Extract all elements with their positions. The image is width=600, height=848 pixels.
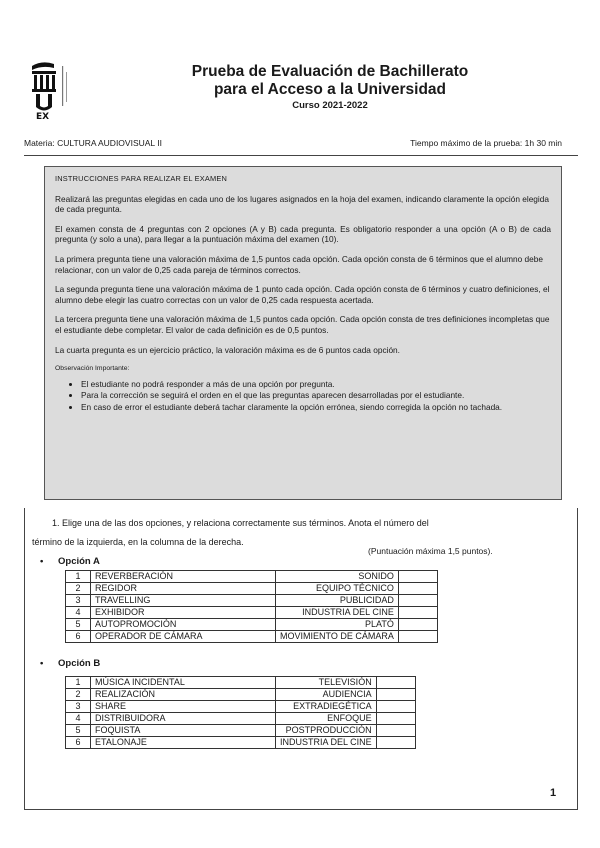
answer-cell[interactable] xyxy=(376,737,415,749)
row-number: 4 xyxy=(66,713,91,725)
answer-cell[interactable] xyxy=(398,607,437,619)
answer-cell[interactable] xyxy=(376,677,415,689)
observation-item: • El estudiante no podrá responder a más de una opción por pregunta. xyxy=(81,379,551,390)
table-row xyxy=(66,583,438,595)
right-term: EQUIPO TÉCNICO xyxy=(276,583,399,595)
left-term: OPERADOR DE CÁMARA xyxy=(91,631,276,643)
row-number: 1 xyxy=(66,677,91,689)
table-row xyxy=(66,571,438,583)
row-number: 3 xyxy=(66,595,91,607)
option-a-table xyxy=(65,570,438,643)
instruction-p5: La tercera pregunta tiene una valoración máxima de 1,5 puntos cada opción. Cada opción consta de tres definiciones incompletas que el estudiante debe completar. El valor de cada definición es de 0,5 puntos. xyxy=(55,314,550,335)
left-term: ETALONAJE xyxy=(91,737,276,749)
table-row xyxy=(66,701,416,713)
instructions-heading: INSTRUCCIONES PARA REALIZAR EL EXAMEN xyxy=(55,174,228,183)
row-number: 2 xyxy=(66,583,91,595)
question1-text-line2: término de la izquierda, en la columna de la derecha. xyxy=(32,537,244,547)
left-term: REALIZACIÓN xyxy=(91,689,276,701)
table-row xyxy=(66,737,416,749)
right-term: MOVIMIENTO DE CÁMARA xyxy=(276,631,399,643)
row-number: 6 xyxy=(66,631,91,643)
left-term: REVERBERACIÓN xyxy=(91,571,276,583)
row-number: 6 xyxy=(66,737,91,749)
table-row xyxy=(66,713,416,725)
right-term: SONIDO xyxy=(276,571,399,583)
answer-cell[interactable] xyxy=(376,713,415,725)
instructions-box xyxy=(44,166,562,500)
right-term: TELEVISIÓN xyxy=(276,677,377,689)
exam-title-line2: para el Acceso a la Universidad xyxy=(213,81,447,98)
left-term: AUTOPROMOCIÓN xyxy=(91,619,276,631)
observation-list xyxy=(55,379,551,413)
answer-cell[interactable] xyxy=(376,689,415,701)
instruction-p3: La primera pregunta tiene una valoración máxima de 1,5 puntos cada opción. Cada opción consta de 6 términos que el alumno debe relacionar, con un valor de 0,25 cada pareja de términos correctos. xyxy=(55,253,543,275)
page-number: 1 xyxy=(550,787,557,799)
subject-label: Materia: CULTURA AUDIOVISUAL II xyxy=(24,138,162,148)
right-term: INDUSTRIA DEL CINE xyxy=(276,607,399,619)
answer-cell[interactable] xyxy=(398,595,437,607)
left-term: TRAVELLING xyxy=(91,595,276,607)
option-b-table xyxy=(65,676,416,749)
question1-score: (Puntuación máxima 1,5 puntos). xyxy=(368,546,493,556)
left-term: REGIDOR xyxy=(91,583,276,595)
row-number: 1 xyxy=(66,571,91,583)
exam-title-line1: Prueba de Evaluación de Bachillerato xyxy=(191,63,469,80)
right-term: PUBLICIDAD xyxy=(276,595,399,607)
observation-heading: Observación Importante: xyxy=(55,365,130,373)
instruction-p2: El examen consta de 4 preguntas con 2 opciones (A y B) cada pregunta. Es obligatorio responder a una opción (A o B) de cada pregunta (y solo a una), para llegar a la puntuación máxima del examen (10). xyxy=(55,223,551,245)
table-row xyxy=(66,689,416,701)
observation-item: • Para la corrección se seguirá el orden en el que las preguntas aparecen desarrolladas por el estudiante. xyxy=(81,390,551,401)
right-term: ENFOQUE xyxy=(276,713,377,725)
row-number: 5 xyxy=(66,619,91,631)
right-term: POSTPRODUCCIÓN xyxy=(276,725,377,737)
left-term: DISTRIBUIDORA xyxy=(91,713,276,725)
left-term: EXHIBIDOR xyxy=(91,607,276,619)
bullet: • xyxy=(40,658,44,669)
answer-cell[interactable] xyxy=(398,571,437,583)
question-box xyxy=(24,508,578,810)
observation-item: • En caso de error el estudiante deberá tachar claramente la opción errónea, siendo corregida la opción no tachada. xyxy=(81,402,551,413)
question1-text-line1: 1. Elige una de las dos opciones, y relaciona correctamente sus términos. Anota el número del xyxy=(52,518,429,528)
table-row xyxy=(66,631,438,643)
svg-text:EX: EX xyxy=(36,112,50,120)
answer-cell[interactable] xyxy=(398,631,437,643)
left-term: SHARE xyxy=(91,701,276,713)
header-divider xyxy=(24,155,578,156)
answer-cell[interactable] xyxy=(376,701,415,713)
left-term: FOQUISTA xyxy=(91,725,276,737)
university-logo-icon xyxy=(30,58,74,120)
row-number: 3 xyxy=(66,701,91,713)
row-number: 5 xyxy=(66,725,91,737)
answer-cell[interactable] xyxy=(376,725,415,737)
bullet: • xyxy=(40,556,44,567)
instruction-p4: La segunda pregunta tiene una valoración máxima de 1 punto cada opción. Cada opción consta de 6 términos y cuatro definiciones, el alumno debe elegir las cuatro correctas con un valor de 0,25 cada respuesta acertada. xyxy=(55,284,550,305)
option-b-label: Opción B xyxy=(58,658,101,669)
instruction-p6: La cuarta pregunta es un ejercicio práctico, la valoración máxima es de 6 puntos cada opción. xyxy=(55,344,400,355)
left-term: MÚSICA INCIDENTAL xyxy=(91,677,276,689)
table-row xyxy=(66,677,416,689)
row-number: 4 xyxy=(66,607,91,619)
time-label: Tiempo máximo de la prueba: 1h 30 min xyxy=(410,138,562,148)
right-term: AUDIENCIA xyxy=(276,689,377,701)
right-term: EXTRADIEGÉTICA xyxy=(276,701,377,713)
answer-cell[interactable] xyxy=(398,583,437,595)
table-row xyxy=(66,607,438,619)
option-a-label: Opción A xyxy=(58,556,100,567)
table-row xyxy=(66,619,438,631)
option-a-heading xyxy=(40,556,100,567)
option-b-heading xyxy=(40,658,100,669)
row-number: 2 xyxy=(66,689,91,701)
table-row xyxy=(66,725,416,737)
table-row xyxy=(66,595,438,607)
instruction-p1: Realizará las preguntas elegidas en cada uno de los lugares asignados en la hoja del examen, indicando claramente la opción elegida de cada pregunta. xyxy=(55,193,549,215)
right-term: PLATÓ xyxy=(276,619,399,631)
right-term: INDUSTRIA DEL CINE xyxy=(276,737,377,749)
answer-cell[interactable] xyxy=(398,619,437,631)
course-label: Curso 2021-2022 xyxy=(292,100,368,111)
